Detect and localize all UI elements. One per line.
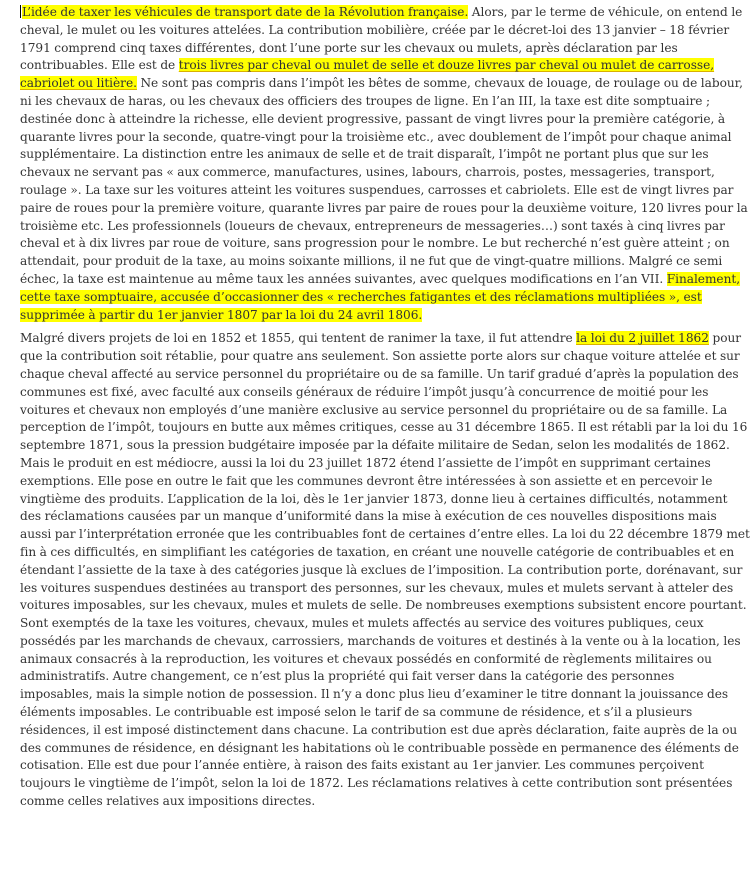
paragraph-text: Malgré divers projets de loi en 1852 et 1855, qui tentent de ranimer la taxe, il fut attendre [20,331,577,346]
highlight-suppression: Finalement, cette taxe somptuaire, accusée d’occasionner des « recherches fatigantes et des réclamations multipliées », est supprimée à partir du 1er janvier 1807 par la loi du 24 avril 1806. [20,271,741,322]
highlight-intro: L’idée de taxer les véhicules de transport date de la Révolution française. [22,5,469,19]
document-body [20,4,750,811]
paragraph-text: pour que la contribution soit rétablie, pour quatre ans seulement. Son assiette porte alors sur chaque voiture attelée et sur chaque cheval affecté au service personnel du propriétaire ou de sa famille. Un tarif gradué d’après la population des communes est fixé, avec faculté aux conseils généraux de réduire l’impôt jusqu’à concurrence de moitié pour les voitures et chevaux non employés d’une manière exclusive au service personnel du propriétaire ou de sa famille. La perception de l’impôt, toujours en butte aux mêmes critiques, cesse au 31 décembre 1865. Il est rétabli par la loi du 16 septembre 1871, sous la pression budgétaire imposée par la défaite militaire de Sedan, selon les modalités de 1862. Mais le produit en est médiocre, aussi la loi du 23 juillet 1872 étend l’assiette de l’impôt en supprimant certaines exemptions. Elle pose en outre le fait que les communes devront être intéressées à son assiette et en percevoir le vingtième des produits. L’application de la loi, dès le 1er janvier 1873, donne lieu à certaines difficultés, notamment des réclamations causées par un manque d’uniformité dans la mise à exécution de ces nouvelles dispositions mais aussi par l’interprétation erronée que les contribuables font de certaines d’entre elles. La loi du 22 décembre 1879 met fin à ces difficultés, en simplifiant les catégories de taxation, en créant une nouvelle catégorie de contribuables et en étendant l’assiette de la taxe à des catégories jusque là exclues de l’imposition. La contribution porte, dorénavant, sur les voitures suspendues destinées au transport des personnes, sur les chevaux, mules et mulets servant à atteler des voitures imposables, sur les chevaux, mules et mulets de selle. De nombreuses exemptions subsistent encore pourtant. Sont exemptés de la taxe les voitures, chevaux, mules et mulets affectés au service des voitures publiques, ceux possédés par les marchands de chevaux, carrossiers, marchands de voitures et destinés à la vente ou à la location, les animaux consacrés à la reproduction, les voitures et chevaux possédés en conformité de règlements militaires ou administratifs. Autre changement, ce n’est plus la propriété qui fait verser dans la catégorie des personnes imposables, mais la simple notion de possession. Il n’y a donc plus lieu d’examiner le titre donnant la jouissance des éléments imposables. Le contribuable est imposé selon le tarif de sa commune de résidence, et s’il a plusieurs résidences, il est imposé distinctement dans chacune. La contribution est due après déclaration, faite auprès de la ou des communes de résidence, en désignant les habitations où le contribuable possède en permanence des éléments de cotisation. Elle est due pour l’année entière, à raison des faits existant au 1er janvier. Les communes perçoivent toujours le vingtième de l’impôt, selon la loi de 1872. Les réclamations relatives à cette contribution sont présentées comme celles relatives aux impositions directes. [20,331,750,809]
paragraph-reestablishment [20,330,750,811]
paragraph-text: Alors, par le terme de véhicule, on entend le cheval, le mulet ou les voitures attelées. La contribution mobilière, créée par le décret-loi des 13 janvier – 18 février 1791 comprend cinq taxes différentes, dont l’une porte sur les chevaux ou mulets, après déclaration par les contribuables. Elle est de [20,5,743,73]
highlight-law-1862: la loi du 2 juillet 1862 [576,331,709,346]
highlight-rates: trois livres par cheval ou mulet de selle et douze livres par cheval ou mulet de carrosse, cabriolet ou litière. [20,58,715,91]
paragraph-text: Ne sont pas compris dans l’impôt les bêtes de somme, chevaux de louage, de roulage ou de labour, ni les chevaux de haras, ou les chevaux des officiers des troupes de ligne. En l’an III, la taxe est dite somptuaire ; destinée donc à atteindre la richesse, elle devient progressive, passant de vingt livres pour la première catégorie, à quarante livres pour la seconde, quatre-vingt pour la troisième etc., avec doublement de l’impôt pour chaque animal supplémentaire. La distinction entre les animaux de selle et de trait disparaît, l’impôt ne portant plus que sur les chevaux ne servant pas « aux commerce, manufactures, usines, labours, charrois, postes, messageries, transport, roulage ». La taxe sur les voitures atteint les voitures suspendues, carrosses et cabriolets. Elle est de vingt livres par paire de roues pour la première voiture, quarante livres par paire de roues pour la deuxième voiture, 120 livres pour la troisième etc. Les professionnels (loueurs de chevaux, entrepreneurs de messageries…) sont taxés à cinq livres par cheval et à dix livres par roue de voiture, sans progression pour le nombre. Le but recherché n’est guère atteint ; on attendait, pour produit de la taxe, au moins soixante millions, il ne fut que de vingt-quatre millions. Malgré ce semi échec, la taxe est maintenue au même taux les années suivantes, avec quelques modifications en l’an VII. [20,76,748,286]
text-cursor [20,5,21,18]
paragraph-revolution [20,4,750,324]
